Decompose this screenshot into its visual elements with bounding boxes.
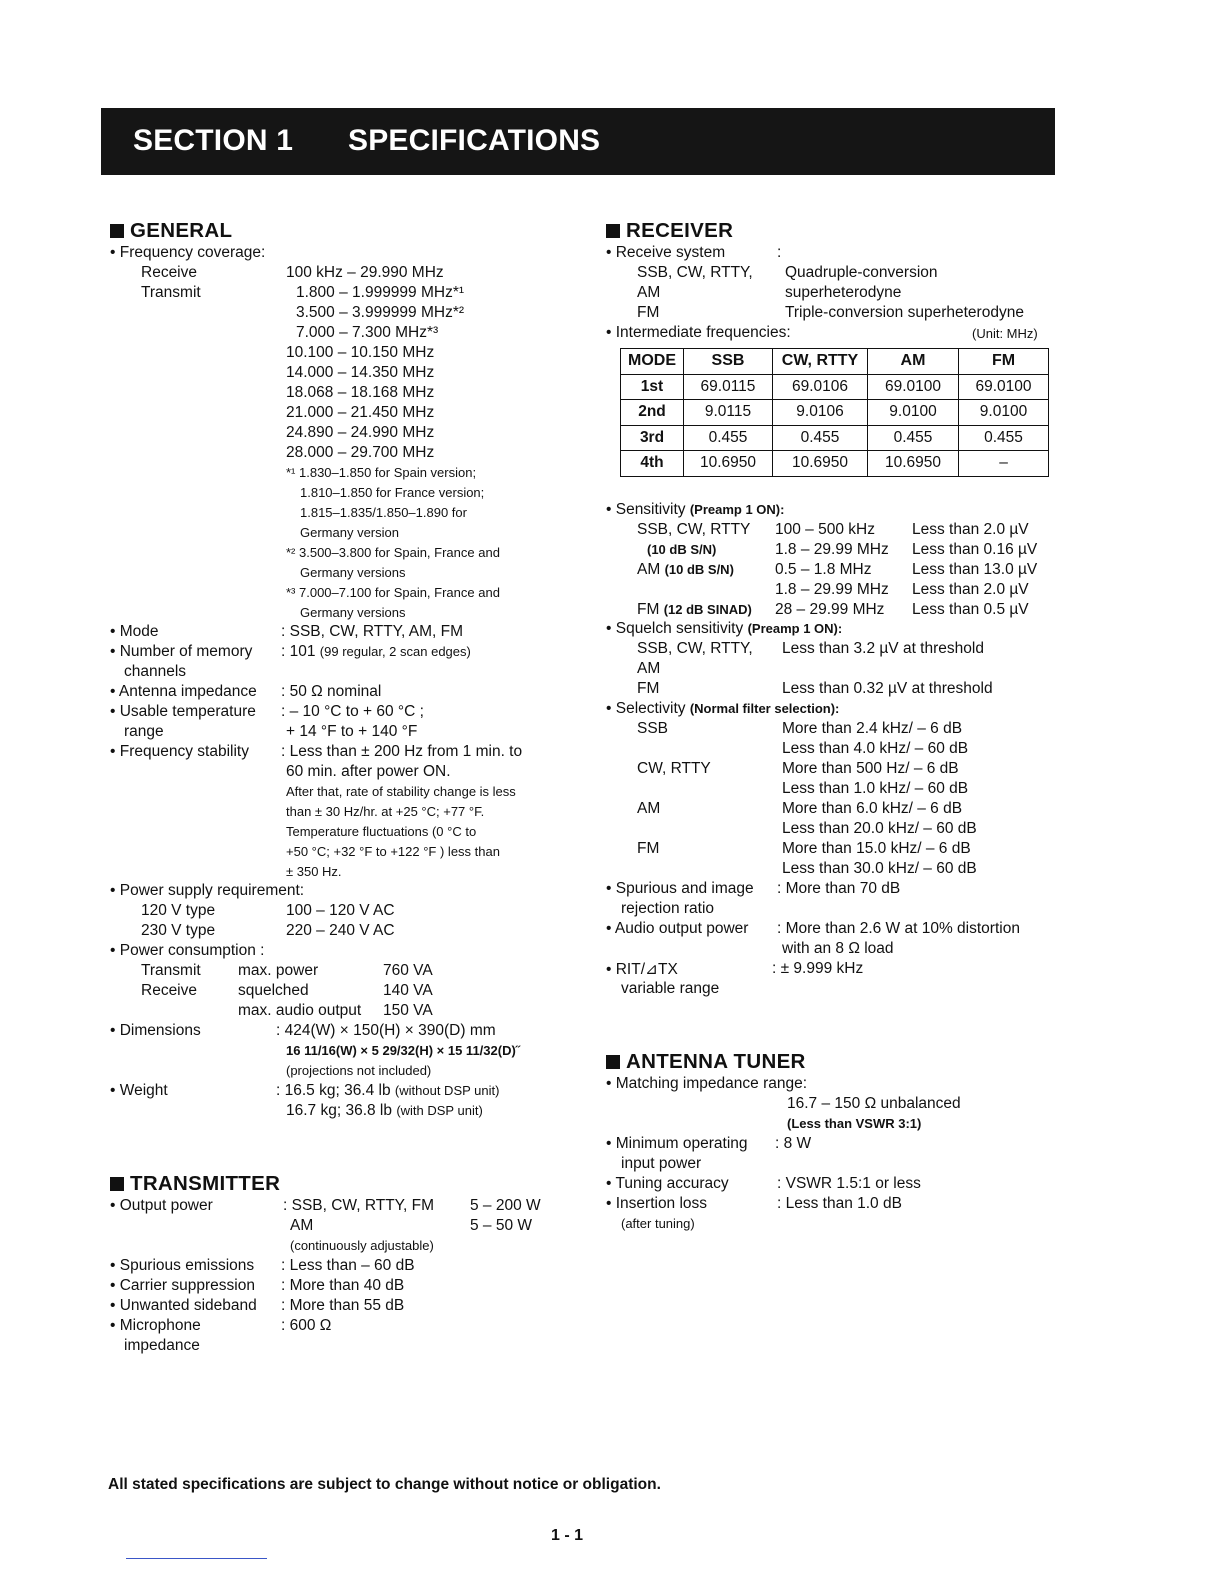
sel-value: Less than 1.0 kHz/ – 60 dB [782,780,969,797]
table-row [621,425,1049,451]
v230-label: 230 V type [141,922,216,939]
band-note: Germany version [300,525,399,540]
rit-value: : ± 9.999 kHz [772,960,864,977]
unwanted-sideband-label: • Unwanted sideband [110,1297,257,1314]
spurious-emissions-label: • Spurious emissions [110,1257,255,1274]
band-note: Germany versions [300,565,406,580]
cons-transmit-cond: max. power [238,962,319,979]
if-cell: 0.455 [868,425,959,451]
min-power-label: • Minimum operating [606,1135,748,1152]
if-header-cell: CW, RTTY [773,349,868,375]
matching-value: 16.7 – 150 Ω unbalanced [787,1095,961,1112]
receive-value: 100 kHz – 29.990 MHz [286,264,444,281]
stability-note: After that, rate of stability change is less [286,784,516,799]
memory-label-cont: channels [124,663,187,680]
sel-value: Less than 30.0 kHz/ – 60 dB [782,860,977,877]
output-value-am: 5 – 50 W [470,1217,533,1234]
sq-fm-label: FM [637,680,660,697]
sel-value: More than 15.0 kHz/ – 6 dB [782,840,971,857]
tuner-heading: ANTENNA TUNER [606,1050,806,1074]
frequency-coverage-label: • Frequency coverage: [110,244,266,261]
temperature-value-f: + 14 °F to + 140 °F [286,723,418,740]
if-cell: 69.0100 [868,374,959,400]
sys-am-value: superheterodyne [785,284,902,301]
sys-ssb-label: SSB, CW, RTTY, [637,264,753,281]
sensitivity-label: • Sensitivity (Preamp 1 ON): [606,501,785,518]
sel-value: More than 6.0 kHz/ – 6 dB [782,800,963,817]
receive-system-label: • Receive system [606,244,726,261]
dimensions-inch: 16 11/16(W) × 5 29/32(H) × 15 11/32(D)˝ [286,1043,521,1058]
tx-band: 10.100 – 10.150 MHz [286,344,435,361]
if-cell: 9.0115 [684,400,773,426]
stability-value-cont: 60 min. after power ON. [286,763,451,780]
carrier-suppression-label: • Carrier suppression [110,1277,255,1294]
stability-note: ± 350 Hz. [286,864,342,879]
sel-mode: AM [637,800,661,817]
sens-range: 1.8 – 29.99 MHz [775,541,889,558]
receive-label: Receive [141,264,197,281]
if-cell: 10.6950 [773,451,868,477]
sel-mode: SSB [637,720,669,737]
page-number: 1 - 1 [551,1527,584,1544]
if-cell: 69.0106 [773,374,868,400]
min-power-label-cont: input power [621,1155,702,1172]
sel-value: Less than 4.0 kHz/ – 60 dB [782,740,969,757]
memory-value: : 101 (99 regular, 2 scan edges) [281,643,471,660]
sel-mode: FM [637,840,660,857]
sens-range: 1.8 – 29.99 MHz [775,581,889,598]
spurious-emissions-value: : Less than – 60 dB [281,1257,415,1274]
v120-value: 100 – 120 V AC [286,902,395,919]
if-row-label: 4th [621,451,684,477]
receive-system-colon: : [777,244,782,261]
spurious-image-value: : More than 70 dB [777,880,901,897]
sq-am-label: AM [637,660,661,677]
cons-receive-cond: squelched [238,982,309,999]
section-title: SPECIFICATIONS [348,124,601,157]
tx-band: 1.800 – 1.999999 MHz*¹ [296,284,465,301]
sens-ssb-note: (10 dB S/N) [647,542,717,557]
v230-value: 220 – 240 V AC [286,922,395,939]
tuning-accuracy-value: : VSWR 1.5:1 or less [777,1175,921,1192]
band-note: 1.815–1.835/1.850–1.890 for [300,505,467,520]
min-power-value: : 8 W [775,1135,812,1152]
square-bullet-icon [110,224,124,238]
table-row [621,374,1049,400]
sel-value: Less than 20.0 kHz/ – 60 dB [782,820,977,837]
tx-band: 18.068 – 18.168 MHz [286,384,435,401]
power-supply-label: • Power supply requirement: [110,882,305,899]
square-bullet-icon [606,1055,620,1069]
sens-range: 100 – 500 kHz [775,521,875,538]
band-note: Germany versions [300,605,406,620]
audio-output-value: : More than 2.6 W at 10% distortion [777,920,1020,937]
tx-band: 14.000 – 14.350 MHz [286,364,435,381]
if-cell: 69.0100 [959,374,1049,400]
if-header-cell: AM [868,349,959,375]
cons-audio-value: 150 VA [383,1002,433,1019]
audio-output-value-cont: with an 8 Ω load [782,940,894,957]
output-mode-ssb: : SSB, CW, RTTY, FM [283,1197,435,1214]
matching-label: • Matching impedance range: [606,1075,808,1092]
sys-am-label: AM [637,284,661,301]
sens-value: Less than 13.0 µV [912,561,1038,578]
sens-ssb-label: SSB, CW, RTTY [637,521,751,538]
if-cell: 0.455 [684,425,773,451]
sys-fm-label: FM [637,304,660,321]
temperature-label-cont: range [124,723,164,740]
if-cell: 10.6950 [868,451,959,477]
weight-value-dsp: 16.7 kg; 36.8 lb (with DSP unit) [286,1102,483,1119]
matching-note: (Less than VSWR 3:1) [787,1116,922,1131]
table-row [621,451,1049,477]
output-note: (continuously adjustable) [290,1238,434,1253]
sens-fm-label: FM (12 dB SINAD) [637,601,752,618]
sens-am-label: AM (10 dB S/N) [637,561,734,578]
if-label: • Intermediate frequencies: [606,324,791,341]
sel-mode: CW, RTTY [637,760,711,777]
memory-label: • Number of memory [110,643,253,660]
if-cell: 0.455 [773,425,868,451]
if-cell: 9.0100 [959,400,1049,426]
if-cell: – [959,451,1049,477]
sys-ssb-value: Quadruple-conversion [785,264,938,281]
if-row-label: 2nd [621,400,684,426]
general-heading: GENERAL [110,219,232,243]
square-bullet-icon [606,224,620,238]
transmitter-heading: TRANSMITTER [110,1172,280,1196]
if-header-cell: FM [959,349,1049,375]
cons-receive-label: Receive [141,982,197,999]
stability-note: Temperature fluctuations (0 °C to [286,824,477,839]
squelch-label: • Squelch sensitivity (Preamp 1 ON): [606,620,843,637]
stability-note: than ± 30 Hz/hr. at +25 °C; +77 °F. [286,804,485,819]
band-note: *² 3.500–3.800 for Spain, France and [286,545,500,560]
if-cell: 9.0100 [868,400,959,426]
cons-audio-cond: max. audio output [238,1002,362,1019]
dimensions-note: (projections not included) [286,1063,432,1078]
sens-range: 0.5 – 1.8 MHz [775,561,872,578]
sel-value: More than 500 Hz/ – 6 dB [782,760,959,777]
section-banner [101,108,1055,175]
receiver-heading: RECEIVER [606,219,733,243]
section-number: SECTION 1 [133,124,294,157]
square-bullet-icon [110,1177,124,1191]
rit-label: • RIT/⊿TX [606,961,678,978]
dimensions-value: : 424(W) × 150(H) × 390(D) mm [276,1022,496,1039]
microphone-label-cont: impedance [124,1337,200,1354]
weight-label: • Weight [110,1082,168,1099]
microphone-value: : 600 Ω [281,1317,332,1334]
insertion-loss-value: : Less than 1.0 dB [777,1195,902,1212]
sens-range: 28 – 29.99 MHz [775,601,885,618]
band-note: *³ 7.000–7.100 for Spain, France and [286,585,500,600]
power-consumption-label: • Power consumption : [110,942,265,959]
if-cell: 0.455 [959,425,1049,451]
sys-fm-value: Triple-conversion superheterodyne [785,304,1024,321]
carrier-suppression-value: : More than 40 dB [281,1277,405,1294]
tx-band: 3.500 – 3.999999 MHz*² [296,304,465,321]
tuning-accuracy-label: • Tuning accuracy [606,1175,729,1192]
if-table [620,348,1049,477]
tx-band: 21.000 – 21.450 MHz [286,404,435,421]
spurious-image-label-cont: rejection ratio [621,900,715,917]
weight-value: : 16.5 kg; 36.4 lb (without DSP unit) [276,1082,500,1099]
sens-value: Less than 0.16 µV [912,541,1038,558]
antenna-impedance-label: • Antenna impedance [110,683,257,700]
transmit-label: Transmit [141,284,201,301]
selectivity-label: • Selectivity (Normal filter selection): [606,700,840,717]
if-cell: 9.0106 [773,400,868,426]
stability-value: : Less than ± 200 Hz from 1 min. to [281,743,523,760]
insertion-loss-note: (after tuning) [621,1216,695,1231]
if-cell: 10.6950 [684,451,773,477]
sens-value: Less than 0.5 µV [912,601,1029,618]
spurious-image-label: • Spurious and image [606,880,754,897]
dimensions-label: • Dimensions [110,1022,201,1039]
unwanted-sideband-value: : More than 55 dB [281,1297,405,1314]
sq-ssb-value: Less than 3.2 µV at threshold [782,640,984,657]
sens-value: Less than 2.0 µV [912,581,1029,598]
cons-transmit-label: Transmit [141,962,201,979]
tx-band: 7.000 – 7.300 MHz*³ [296,324,439,341]
microphone-label: • Microphone [110,1317,201,1334]
if-row-label: 3rd [621,425,684,451]
sq-fm-value: Less than 0.32 µV at threshold [782,680,993,697]
if-table-header [621,349,1049,375]
cons-receive-value: 140 VA [383,982,433,999]
table-row [621,400,1049,426]
tx-band: 28.000 – 29.700 MHz [286,444,435,461]
band-note: *¹ 1.830–1.850 for Spain version; [286,465,477,480]
sens-value: Less than 2.0 µV [912,521,1029,538]
sq-ssb-label: SSB, CW, RTTY, [637,640,753,657]
output-power-label: • Output power [110,1197,213,1214]
if-header-cell: MODE [621,349,684,375]
if-row-label: 1st [621,374,684,400]
tx-band: 24.890 – 24.990 MHz [286,424,435,441]
output-mode-am: AM [290,1217,314,1234]
bottom-rule [126,1558,267,1559]
output-value-ssb: 5 – 200 W [470,1197,541,1214]
if-unit: (Unit: MHz) [972,326,1038,341]
antenna-impedance-value: : 50 Ω nominal [281,683,382,700]
insertion-loss-label: • Insertion loss [606,1195,708,1212]
mode-value: : SSB, CW, RTTY, AM, FM [281,623,464,640]
mode-label: • Mode [110,623,159,640]
audio-output-label: • Audio output power [606,920,749,937]
stability-note: +50 °C; +32 °F to +122 °F ) less than [286,844,500,859]
band-note: 1.810–1.850 for France version; [300,485,485,500]
v120-label: 120 V type [141,902,216,919]
temperature-label: • Usable temperature [110,703,256,720]
if-cell: 69.0115 [684,374,773,400]
if-header-cell: SSB [684,349,773,375]
cons-transmit-value: 760 VA [383,962,433,979]
footer-notice: All stated specifications are subject to change without notice or obligation. [108,1476,661,1493]
sel-value: More than 2.4 kHz/ – 6 dB [782,720,963,737]
rit-label-cont: variable range [621,980,720,997]
stability-label: • Frequency stability [110,743,249,760]
temperature-value: : – 10 °C to + 60 °C ; [281,703,424,720]
